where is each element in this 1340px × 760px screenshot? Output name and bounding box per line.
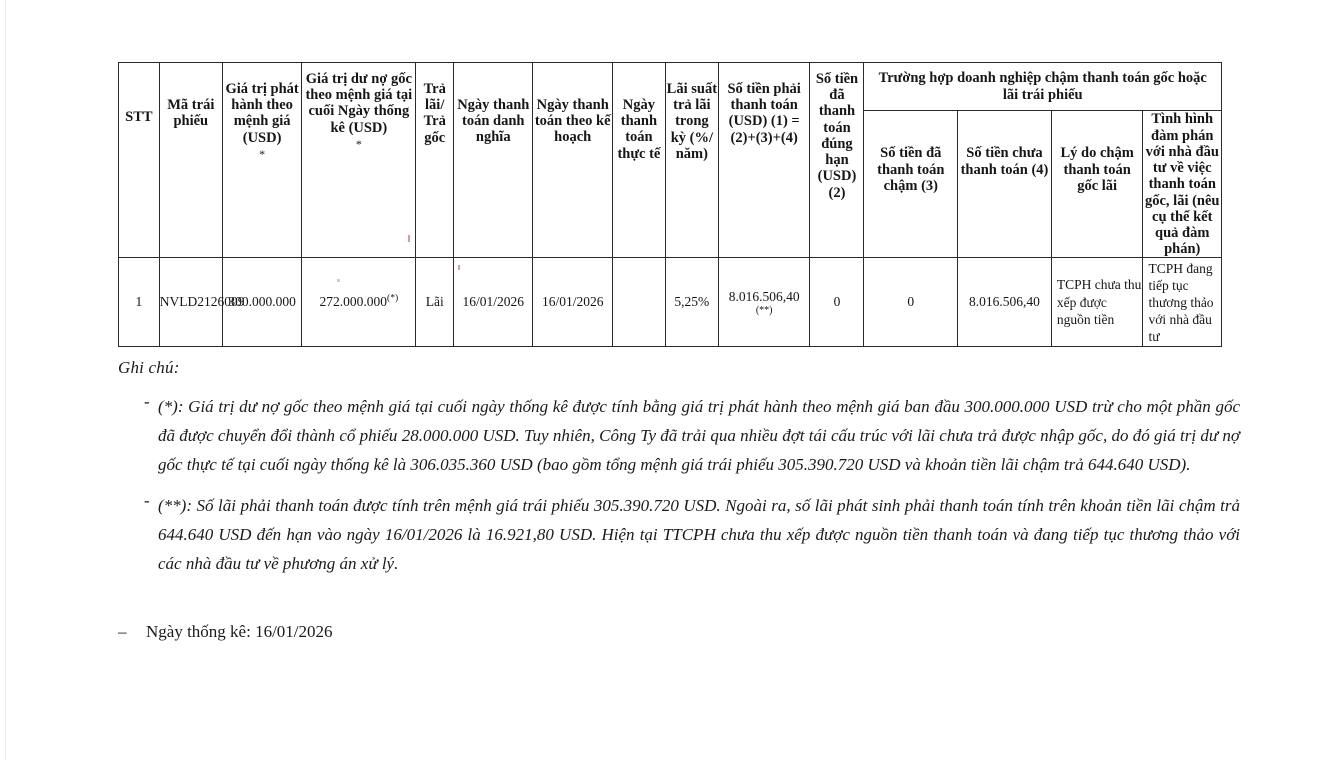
header-pay-type: Trả lãi/ Trả gốc [416,63,454,258]
bond-payment-table-container [118,62,1222,347]
header-amount-unpaid: Số tiền chưa thanh toán (4) [958,111,1052,258]
note-text-asterisk: (*): Giá trị dư nợ gốc theo mệnh giá tại cuối ngày thống kê được tính bằng giá trị phát hành theo mệnh giá ban đầu 300.000.000 USD trừ cho một phần gốc đã được chuyển đổi thành cổ phiếu 28.000.000 USD. Tuy nhiên, Công Ty đã trải qua nhiều đợt tái cấu trúc với lãi chưa trả được nhập gốc, do đó giá trị dư nợ gốc thực tế tại cuối ngày thống kê là 306.035.360 USD (bao gồm tổng mệnh giá trái phiếu 305.390.720 USD và khoản tiền lãi chậm trả 644.640 USD). [158,397,1240,475]
scan-edge-artifact [5,0,6,760]
cell-outstanding-value-marker: (*) [387,293,399,304]
cell-outstanding-value-text: 272.000.000 [319,294,388,310]
note-item-asterisk [118,392,1240,480]
header-outstanding-value: Giá trị dư nợ gốc theo mệnh giá tại cuối Ngày thống kê (USD) * [302,63,416,258]
header-date-planned: Ngày thanh toán theo kế hoạch [533,63,612,258]
cell-amount-paid-ontime: 0 [810,258,864,346]
cell-amount-due-marker: (**) [755,304,773,316]
cell-amount-unpaid: 8.016.506,40 [958,258,1052,346]
cell-negotiation-status: TCPH đang tiếp tục thương thảo với nhà đầu tư [1143,258,1222,346]
cell-amount-due [718,258,810,346]
note-bullet-dash: - [144,392,150,411]
cell-stt: 1 [119,258,160,346]
ink-speck-artifact [337,279,340,282]
header-bond-code: Mã trái phiếu [159,63,222,258]
cell-date-planned: 16/01/2026 [533,258,612,346]
header-amount-due: Số tiền phải thanh toán (USD) (1) = (2)+(3)+(4) [718,63,810,258]
bond-payment-table [118,62,1222,347]
cell-outstanding-value [302,258,416,346]
cell-pay-type: Lãi [416,258,454,346]
cell-amount-due-text: 8.016.506,40 [728,288,800,304]
cell-interest-rate: 5,25% [665,258,718,346]
header-stt: STT [119,63,160,258]
header-issue-value: Giá trị phát hành theo mệnh giá (USD) * [222,63,301,258]
header-amount-paid-late: Số tiền đã thanh toán chậm (3) [864,111,958,258]
table-header-row-1 [119,63,1222,111]
cell-bond-code: NVLD2126009 [159,258,222,346]
header-outstanding-value-marker: * [355,136,362,151]
ink-speck-artifact [458,265,460,270]
note-bullet-dash: - [144,490,150,510]
notes-heading: Ghi chú: [118,358,180,377]
notes-list [118,392,1240,578]
note-text-double-asterisk: (**): Số lãi phải thanh toán được tính trên mệnh giá trái phiếu 305.390.720 USD. Ngoài ra, số lãi phát sinh phải thanh toán tính trên khoản tiền lãi chậm trả 644.640 USD đến hạn vào ngày 16/01/2026 là 16.921,80 USD. Hiện tại TTCPH chưa thu xếp được nguồn tiền thanh toán và đang tiếp tục thương thảo với các nhà đầu tư về phương án xử lý. [158,495,1240,574]
header-group-late-payment: Trường hợp doanh nghiệp chậm thanh toán gốc hoặc lãi trái phiếu [864,63,1222,111]
notes-section [118,358,1240,589]
statistics-date-dash: – [118,622,127,641]
header-date-actual: Ngày thanh toán thực tế [612,63,665,258]
cell-amount-paid-late: 0 [864,258,958,346]
statistics-date-line [118,622,1018,642]
header-amount-paid-ontime: Số tiền đã thanh toán đúng hạn (USD) (2) [810,63,864,258]
header-negotiation-status: Tình hình đàm phán với nhà đầu tư về việc thanh toán gốc, lãi (nêu cụ thể kết quả đàm phán) [1144,111,1220,258]
header-issue-value-marker: * [259,146,266,161]
table-row [119,258,1222,346]
cell-issue-value: 300.000.000 [222,258,301,346]
note-item-double-asterisk [118,491,1240,579]
cell-reason-late: TCPH chưa thu xếp được nguồn tiền [1051,258,1143,346]
cell-date-actual [612,258,665,346]
header-interest-rate: Lãi suất trả lãi trong kỳ (%/ năm) [665,63,718,258]
header-date-nominal: Ngày thanh toán danh nghĩa [454,63,533,258]
ink-speck-artifact [408,235,410,242]
cell-date-nominal: 16/01/2026 [454,258,533,346]
statistics-date-text: Ngày thống kê: 16/01/2026 [146,622,333,641]
header-reason-late: Lý do chậm thanh toán gốc lãi [1051,111,1143,258]
